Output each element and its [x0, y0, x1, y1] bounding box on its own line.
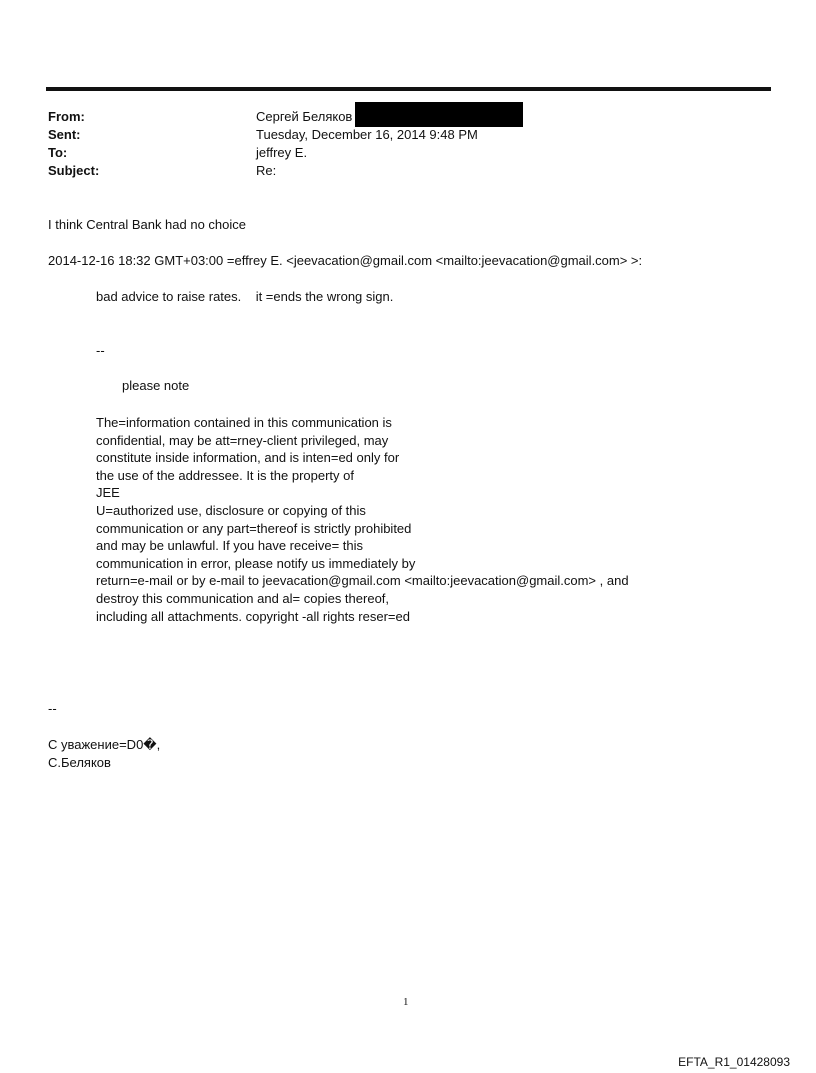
signature-name: С.Беляков — [48, 755, 111, 770]
disclaimer-block — [96, 414, 629, 625]
document-id: EFTA_R1_01428093 — [678, 1055, 790, 1069]
disclaimer-line: constitute inside information, and is inten=ed only for — [96, 450, 400, 466]
disclaimer-line: destroy this communication and al= copies thereof, — [96, 590, 390, 606]
sent-label: Sent: — [48, 127, 81, 142]
signature-separator: -- — [48, 701, 57, 716]
disclaimer-line: and may be unlawful. If you have receive= this — [96, 538, 364, 554]
subject-value: Re: — [256, 163, 277, 178]
from-value-group — [256, 108, 523, 127]
disclaimer-line: U=authorized use, disclosure or copying of this — [96, 502, 366, 518]
please-note: please note — [122, 378, 190, 393]
disclaimer-line: JEE — [96, 485, 120, 501]
disclaimer-line: The=information contained in this communication is — [96, 415, 392, 430]
sent-value: Tuesday, December 16, 2014 9:48 PM — [256, 127, 478, 142]
disclaimer-line: confidential, may be att=rney-client privileged, may — [96, 432, 389, 448]
quoted-message: bad advice to raise rates. it =ends the wrong sign. — [96, 289, 394, 304]
from-label: From: — [48, 109, 85, 124]
quote-attribution: 2014-12-16 18:32 GMT+03:00 =effrey E. <jeevacation@gmail.com <mailto:jeevacation@gmail.com> >: — [48, 253, 643, 268]
disclaimer-line: communication or any part=thereof is strictly prohibited — [96, 520, 412, 536]
signature-greeting: С уважение=D0�, — [48, 737, 161, 752]
disclaimer-line: the use of the addressee. It is the property of — [96, 467, 354, 483]
disclaimer-line: including all attachments. copyright -all rights reser=ed — [96, 608, 410, 624]
subject-label: Subject: — [48, 163, 100, 178]
from-value: Сергей Беляков — [256, 109, 353, 124]
to-label: To: — [48, 145, 68, 160]
to-value: jeffrey E. — [256, 145, 308, 160]
reply-text: I think Central Bank had no choice — [48, 217, 247, 232]
redaction-box — [355, 102, 523, 127]
disclaimer-line: return=e-mail or by e-mail to jeevacation@gmail.com <mailto:jeevacation@gmail.com> , and — [96, 573, 629, 589]
page-number: 1 — [403, 996, 409, 1008]
disclaimer-line: communication in error, please notify us immediately by — [96, 555, 416, 571]
quoted-separator: -- — [96, 343, 105, 358]
header-divider — [46, 87, 771, 91]
